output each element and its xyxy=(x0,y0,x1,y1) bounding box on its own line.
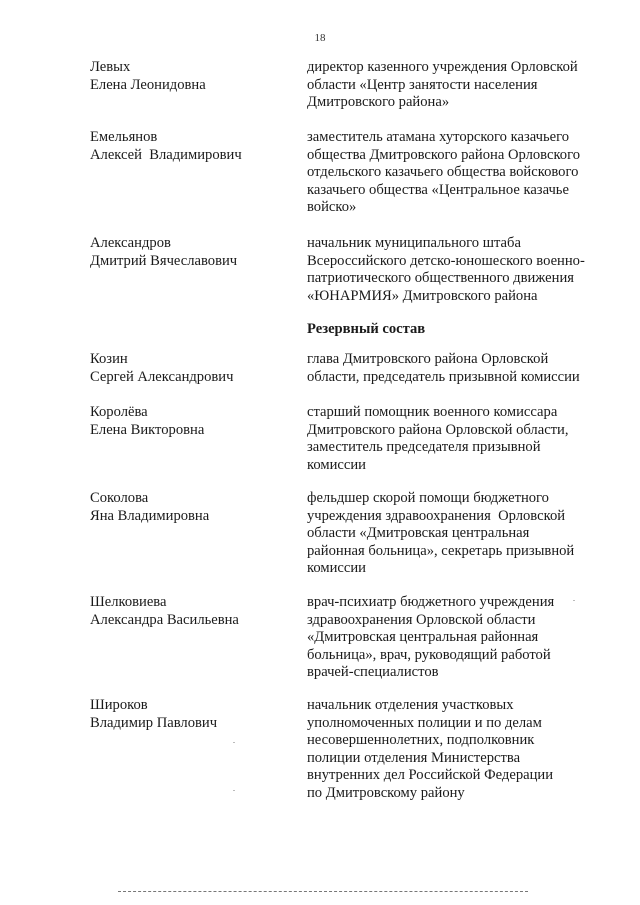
position-line: «Дмитровская центральная районная xyxy=(307,629,539,646)
surname: Левых xyxy=(90,59,131,75)
surname: Шелковиева xyxy=(90,594,167,610)
position-line: фельдшер скорой помощи бюджетного xyxy=(307,490,549,506)
position-line: больница», врач, руководящий работой xyxy=(307,646,551,663)
position-line: заместитель атамана хуторского казачьего xyxy=(307,129,570,145)
position-line: общества Дмитровского района Орловского xyxy=(307,146,581,163)
position-line: полиции отделения Министерства xyxy=(307,749,521,766)
position-line: старший помощник военного комиссара xyxy=(307,404,558,420)
position-line: отдельского казачьего общества войскового xyxy=(307,164,579,181)
member-name xyxy=(90,129,300,164)
position-line: несовершеннолетних, подполковник xyxy=(307,732,535,749)
member-name xyxy=(90,594,300,629)
position-line: области «Центр занятости населения xyxy=(307,76,538,93)
position-line: заместитель председателя призывной xyxy=(307,439,541,456)
member-name xyxy=(90,235,300,270)
position-line: начальник отделения участковых xyxy=(307,697,514,713)
position-line: области «Дмитровская центральная xyxy=(307,525,530,542)
member-position xyxy=(307,697,607,803)
position-line: казачьего общества «Центральное казачье xyxy=(307,181,569,198)
position-line: внутренних дел Российской Федерации xyxy=(307,767,554,784)
member-name xyxy=(90,351,300,386)
position-line: здравоохранения Орловской области xyxy=(307,611,536,628)
position-line: области, председатель призывной комиссии xyxy=(307,368,580,385)
position-line: по Дмитровскому району xyxy=(307,784,465,801)
position-line: комиссии xyxy=(307,456,366,473)
scan-artifact xyxy=(233,790,235,791)
member-position xyxy=(307,594,607,682)
member-name xyxy=(90,59,300,94)
member-name xyxy=(90,404,300,439)
given-names: Сергей Александрович xyxy=(90,368,234,385)
member-position xyxy=(307,404,607,474)
position-line: комиссии xyxy=(307,560,366,577)
position-line: директор казенного учреждения Орловской xyxy=(307,59,578,75)
position-line: начальник муниципального штаба xyxy=(307,235,521,251)
section-heading-reserve: Резервный состав xyxy=(307,321,426,337)
member-position xyxy=(307,490,607,578)
position-line: врач-психиатр бюджетного учреждения xyxy=(307,594,555,610)
member-name xyxy=(90,697,300,732)
position-line: Дмитровского района» xyxy=(307,94,450,111)
given-names: Алексей Владимирович xyxy=(90,146,242,163)
given-names: Александра Васильевна xyxy=(90,611,239,628)
position-line: уполномоченных полиции и по делам xyxy=(307,714,542,731)
given-names: Елена Леонидовна xyxy=(90,76,206,93)
surname: Козин xyxy=(90,351,128,367)
position-line: войско» xyxy=(307,199,357,216)
member-position xyxy=(307,351,607,386)
member-position xyxy=(307,235,607,305)
position-line: «ЮНАРМИЯ» Дмитровского района xyxy=(307,287,538,304)
given-names: Елена Викторовна xyxy=(90,421,205,438)
scan-artifact xyxy=(573,600,575,601)
given-names: Владимир Павлович xyxy=(90,714,218,731)
member-position xyxy=(307,59,607,112)
scan-artifact xyxy=(233,742,235,743)
surname: Емельянов xyxy=(90,129,158,145)
position-line: учреждения здравоохранения Орловской xyxy=(307,507,566,524)
member-position xyxy=(307,129,607,217)
position-line: Всероссийского детско-юношеского военно- xyxy=(307,252,585,269)
member-name xyxy=(90,490,300,525)
surname: Широков xyxy=(90,697,148,713)
page-number: 18 xyxy=(314,32,326,44)
surname: Александров xyxy=(90,235,171,251)
position-line: глава Дмитровского района Орловской xyxy=(307,351,549,367)
position-line: врачей-специалистов xyxy=(307,664,439,681)
position-line: Дмитровского района Орловской области, xyxy=(307,421,569,438)
position-line: патриотического общественного движения xyxy=(307,270,574,287)
surname: Королёва xyxy=(90,404,148,420)
position-line: районная больница», секретарь призывной xyxy=(307,542,575,559)
footer-rule xyxy=(118,891,528,892)
given-names: Дмитрий Вячеславович xyxy=(90,252,238,269)
surname: Соколова xyxy=(90,490,149,506)
given-names: Яна Владимировна xyxy=(90,507,210,524)
